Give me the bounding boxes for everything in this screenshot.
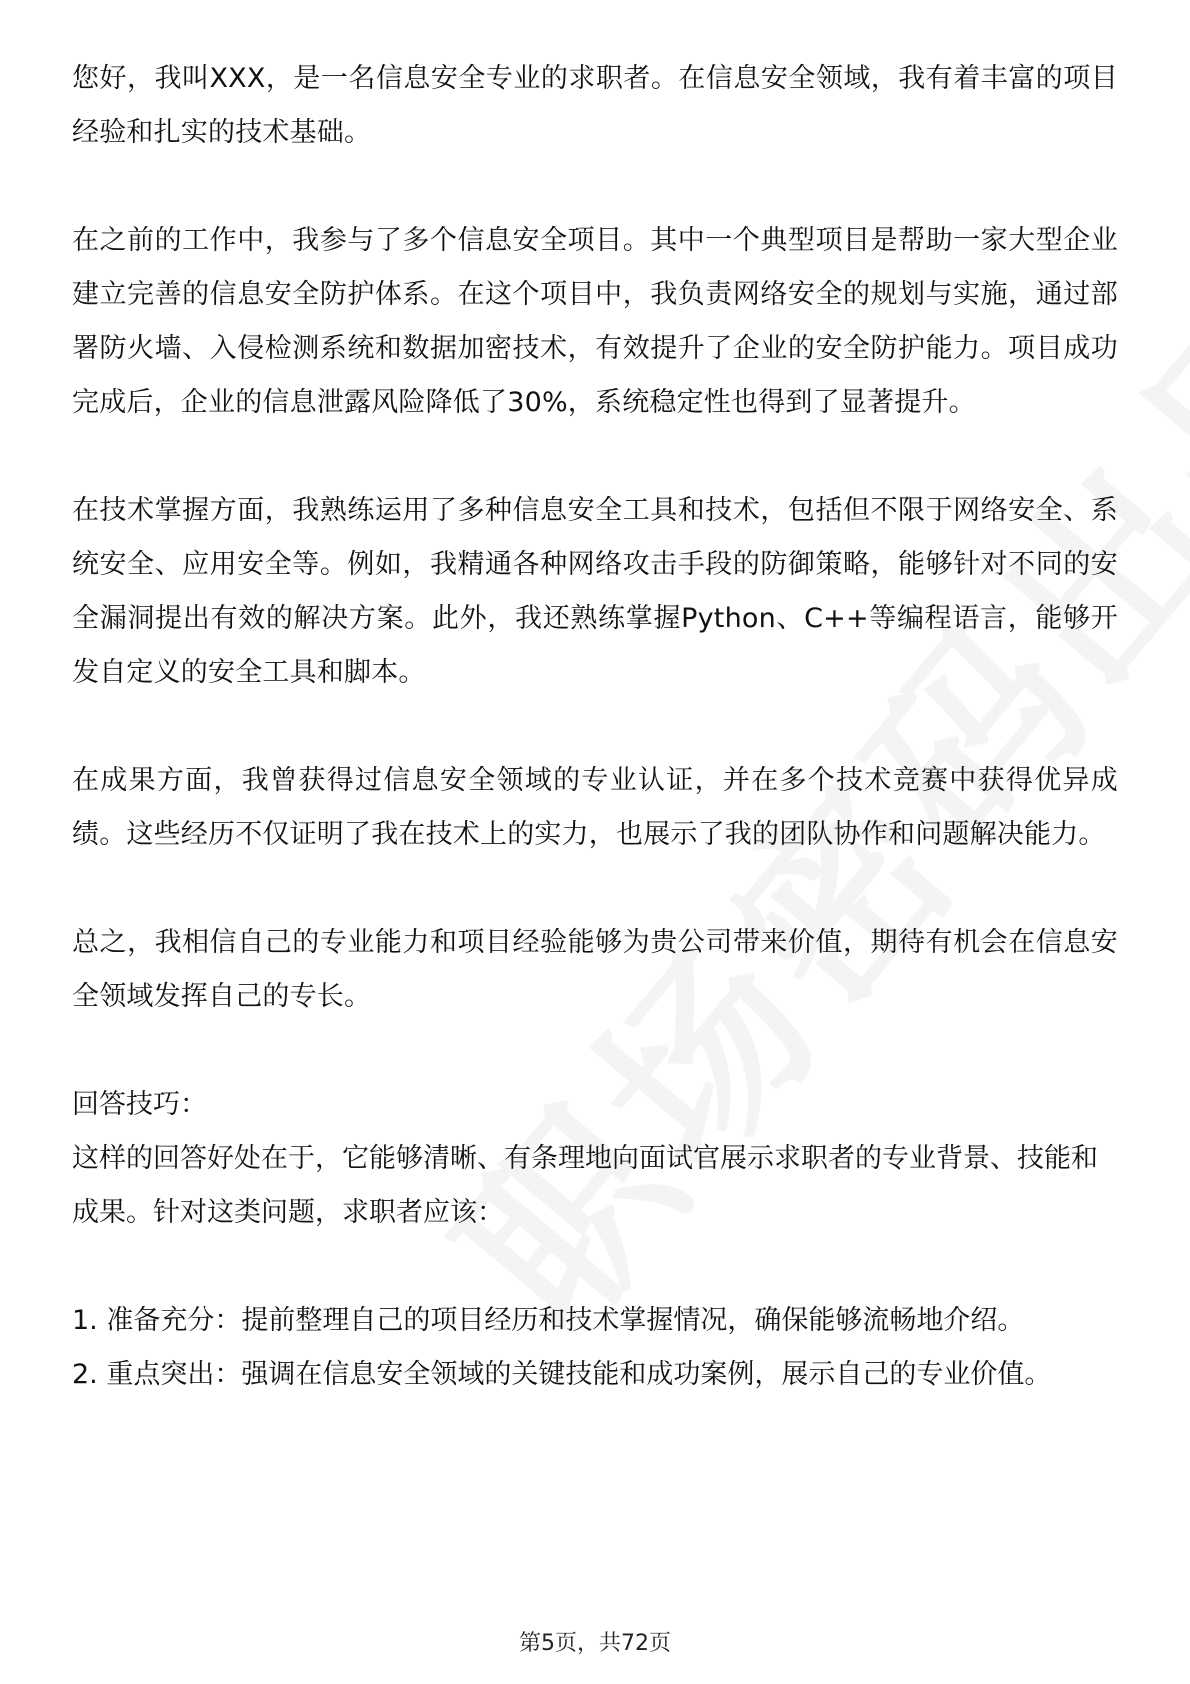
list-item: 1. 准备充分：提前整理自己的项目经历和技术掌握情况，确保能够流畅地介绍。 — [72, 1305, 1025, 1336]
paragraph-achievements: 在成果方面，我曾获得过信息安全领域的专业认证，并在多个技术竞赛中获得优异成绩。这些经历不仅证明了我在技术上的实力，也展示了我的团队协作和问题解决能力。 — [72, 765, 1118, 850]
page-number: 第5页，共72页 — [519, 1631, 671, 1656]
tips-body: 这样的回答好处在于，它能够清晰、有条理地向面试官展示求职者的专业背景、技能和成果。针对这类问题，求职者应该： — [72, 1143, 1098, 1228]
tips-list — [72, 1294, 1118, 1402]
paragraph-intro: 您好，我叫XXX，是一名信息安全专业的求职者。在信息安全领域，我有着丰富的项目经验和扎实的技术基础。 — [72, 63, 1118, 148]
paragraph-skills: 在技术掌握方面，我熟练运用了多种信息安全工具和技术，包括但不限于网络安全、系统安全、应用安全等。例如，我精通各种网络攻击手段的防御策略，能够针对不同的安全漏洞提出有效的解决方案。此外，我还熟练掌握Python、C++等编程语言，能够开发自定义的安全工具和脚本。 — [72, 495, 1118, 688]
document-body — [72, 52, 1118, 1402]
list-item: 2. 重点突出：强调在信息安全领域的关键技能和成功案例，展示自己的专业价值。 — [72, 1359, 1052, 1390]
paragraph-conclusion: 总之，我相信自己的专业能力和项目经验能够为贵公司带来价值，期待有机会在信息安全领域发挥自己的专长。 — [72, 927, 1118, 1012]
paragraph-project: 在之前的工作中，我参与了多个信息安全项目。其中一个典型项目是帮助一家大型企业建立完善的信息安全防护体系。在这个项目中，我负责网络安全的规划与实施，通过部署防火墙、入侵检测系统和数据加密技术，有效提升了企业的安全防护能力。项目成功完成后，企业的信息泄露风险降低了30%，系统稳定性也得到了显著提升。 — [72, 225, 1118, 418]
tips-heading: 回答技巧： — [72, 1089, 207, 1120]
